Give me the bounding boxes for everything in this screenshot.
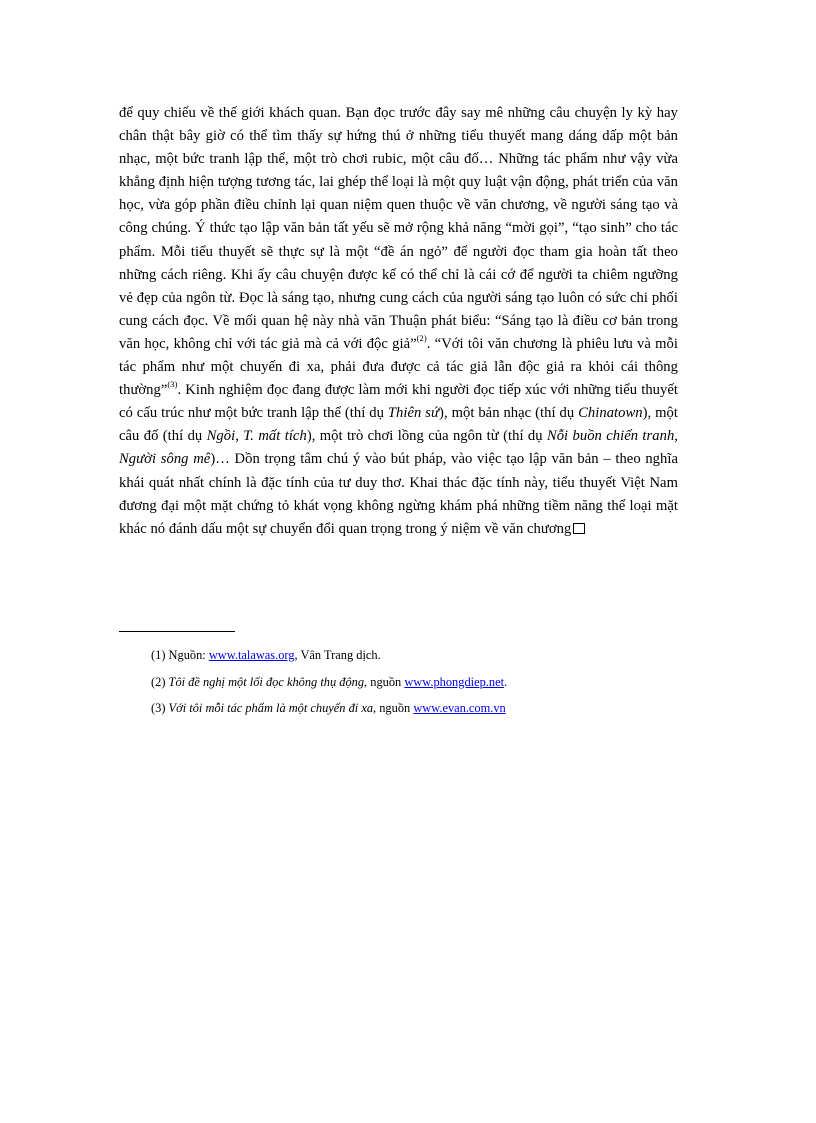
footnote-title: Với tôi mỗi tác phẩm là một chuyến đi xa	[168, 701, 374, 715]
footnotes	[151, 642, 711, 722]
footnote-prefix: (1) Nguồn:	[151, 648, 209, 662]
footnote-3	[151, 695, 711, 722]
body-text-run: . “Với tôi văn chương là phiêu lưu và mỗi tác phẩm như một chuyến đi xa, phải đưa được cả tác giả lẫn độc giả ra khỏi cái thông thường”	[119, 335, 678, 399]
footnote-link[interactable]: www.phongdiep.net	[404, 674, 505, 689]
body-text-run: ), một bản nhạc (thí dụ	[439, 405, 579, 422]
body-text-run: )… Dồn trọng tâm chú ý vào bút pháp, vào việc tạo lập văn bản – theo nghĩa khái quát nhất chính là đặc tính của tư duy thơ. Khai thác đặc tính này, tiểu thuyết Việt Nam đương đại một mặt chứng tỏ khát vọng không ngừng khám phá những tiềm năng thể loại mặt khác nó đánh dấu một sự chuyển đổi quan trọng trong ý niệm về văn chương	[119, 451, 679, 537]
main-content	[119, 102, 678, 541]
footnote-1	[151, 642, 711, 669]
footnote-suffix: , Vân Trang dịch.	[294, 648, 381, 662]
footnote-prefix: (3)	[151, 701, 169, 715]
body-text-run: ), một câu đố (thí dụ	[119, 405, 678, 445]
footnote-link[interactable]: www.evan.com.vn	[413, 701, 506, 715]
footnote-2	[151, 669, 711, 696]
title-noi-buon: Nỗi buồn chiến tranh, Người sông mê	[119, 428, 678, 468]
title-chinatown: Chinatown	[578, 405, 643, 422]
title-ngoi: Ngồi, T. mất tích	[206, 428, 307, 445]
title-thien-su: Thiên sứ	[387, 405, 440, 422]
body-paragraph	[119, 102, 678, 541]
body-text-run: ), một trò chơi lồng của ngôn từ (thí dụ	[306, 428, 547, 445]
footnote-prefix: (2)	[151, 674, 169, 689]
footnote-ref-2[interactable]: (2)	[416, 333, 427, 344]
body-text-run: để quy chiếu về thế giới khách quan. Bạn đọc trước đây say mê những câu chuyện ly kỳ hay chân thật bây giờ có thể tìm thấy sự hứng thú ở những tiểu thuyết mang dáng dấp một bản nhạc, một bức tranh lập thể, một trò chơi rubic, một câu đố… Những tác phẩm như vậy vừa khẳng định hiện tượng tương tác, lai ghép thể loại là một quy luật vận động, phát triển của văn học, vừa góp phần điều chỉnh lại quan niệm quen thuộc về văn chương, về người sáng tạo và công chúng. Ý thức tạo lập văn bản tất yếu sẽ mở rộng khả năng “mời gọi”, “tạo sinh” cho tác phẩm. Mỗi tiểu thuyết sẽ thực sự là một “đề án ngỏ” để người đọc tham gia hoàn tất theo những cách riêng. Khi ấy câu chuyện được kể có thể chỉ là cái cớ để người ta chiêm ngưỡng vẻ đẹp của ngôn từ. Đọc là sáng tạo, nhưng cung cách của người sáng tạo luôn có sức chi phối cung cách đọc. Về mối quan hệ này nhà văn Thuận phát biểu: “Sáng tạo là điều cơ bản trong văn học, không chỉ với tác giả mà cả với độc giả”	[119, 105, 678, 352]
footnote-title: Tôi đề nghị một lối đọc không thụ động	[168, 674, 365, 689]
footnote-middle: , nguồn	[364, 674, 405, 689]
footnote-middle: , nguồn	[373, 701, 414, 715]
footnote-link[interactable]: www.talawas.org	[208, 648, 295, 662]
end-mark-icon	[573, 523, 585, 534]
footnote-suffix: .	[504, 674, 508, 689]
footnote-separator	[119, 631, 235, 632]
footnote-ref-3[interactable]: (3)	[167, 379, 178, 390]
body-text-run: . Kinh nghiệm đọc đang được làm mới khi người đọc tiếp xúc với những tiểu thuyết có cấu trúc như một bức tranh lập thể (thí dụ	[119, 382, 678, 422]
